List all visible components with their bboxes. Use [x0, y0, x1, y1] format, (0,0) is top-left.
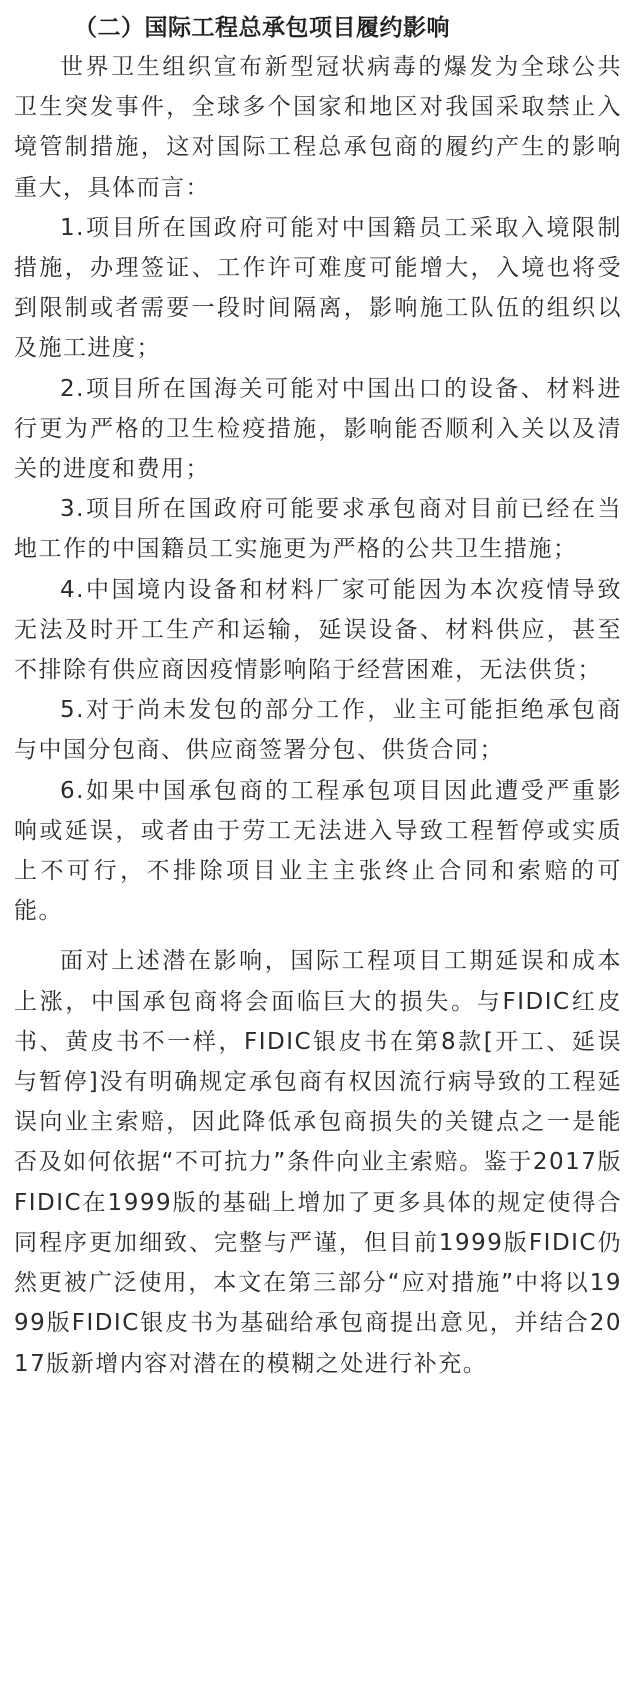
impact-item-2: 2.项目所在国海关可能对中国出口的设备、材料进行更为严格的卫生检疫措施，影响能否顺利入关以及清关的进度和费用； — [14, 375, 622, 483]
intro-paragraph: 世界卫生组织宣布新型冠状病毒的爆发为全球公共卫生突发事件，全球多个国家和地区对我国采取禁止入境管制措施，这对国际工程总承包商的履约产生的影响重大，具体而言： — [14, 54, 622, 201]
impact-item-5: 5.对于尚未发包的部分工作，业主可能拒绝承包商与中国分包商、供应商签署分包、供货合同； — [14, 697, 622, 764]
impact-item-1: 1.项目所在国政府可能对中国籍员工采取入境限制措施，办理签证、工作许可难度可能增大，入境也将受到限制或者需要一段时间隔离，影响施工队伍的组织以及施工进度； — [14, 214, 622, 362]
section-heading: （二）国际工程总承包项目履约影响 — [74, 15, 450, 41]
closing-paragraph: 面对上述潜在影响，国际工程项目工期延误和成本上涨，中国承包商将会面临巨大的损失。与FIDIC红皮书、黄皮书不一样，FIDIC银皮书在第8款[开工、延误与暂停]没有明确规定承包商有权因流行病导致的工程延误向业主索赔，因此降低承包商损失的关键点之一是能否及如何依据“不可抗力”条件向业主索赔。鉴于2017版FIDIC在1999版的基础上增加了更多具体的规定使得合同程序更加细致、完整与严谨，但目前1999版FIDIC仍然更被广泛使用，本文在第三部分“应对措施”中将以1999版FIDIC银皮书为基础给承包商提出意见，并结合2017版新增内容对潜在的模糊之处进行补充。 — [14, 948, 622, 1377]
impact-item-3: 3.项目所在国政府可能要求承包商对目前已经在当地工作的中国籍员工实施更为严格的公共卫生措施； — [14, 496, 622, 563]
impact-item-4: 4.中国境内设备和材料厂家可能因为本次疫情导致无法及时开工生产和运输，延误设备、材料供应，甚至不排除有供应商因疫情影响陷于经营困难，无法供货； — [14, 576, 622, 684]
impact-item-6: 6.如果中国承包商的工程承包项目因此遭受严重影响或延误，或者由于劳工无法进入导致工程暂停或实质上不可行，不排除项目业主主张终止合同和索赔的可能。 — [14, 777, 622, 925]
